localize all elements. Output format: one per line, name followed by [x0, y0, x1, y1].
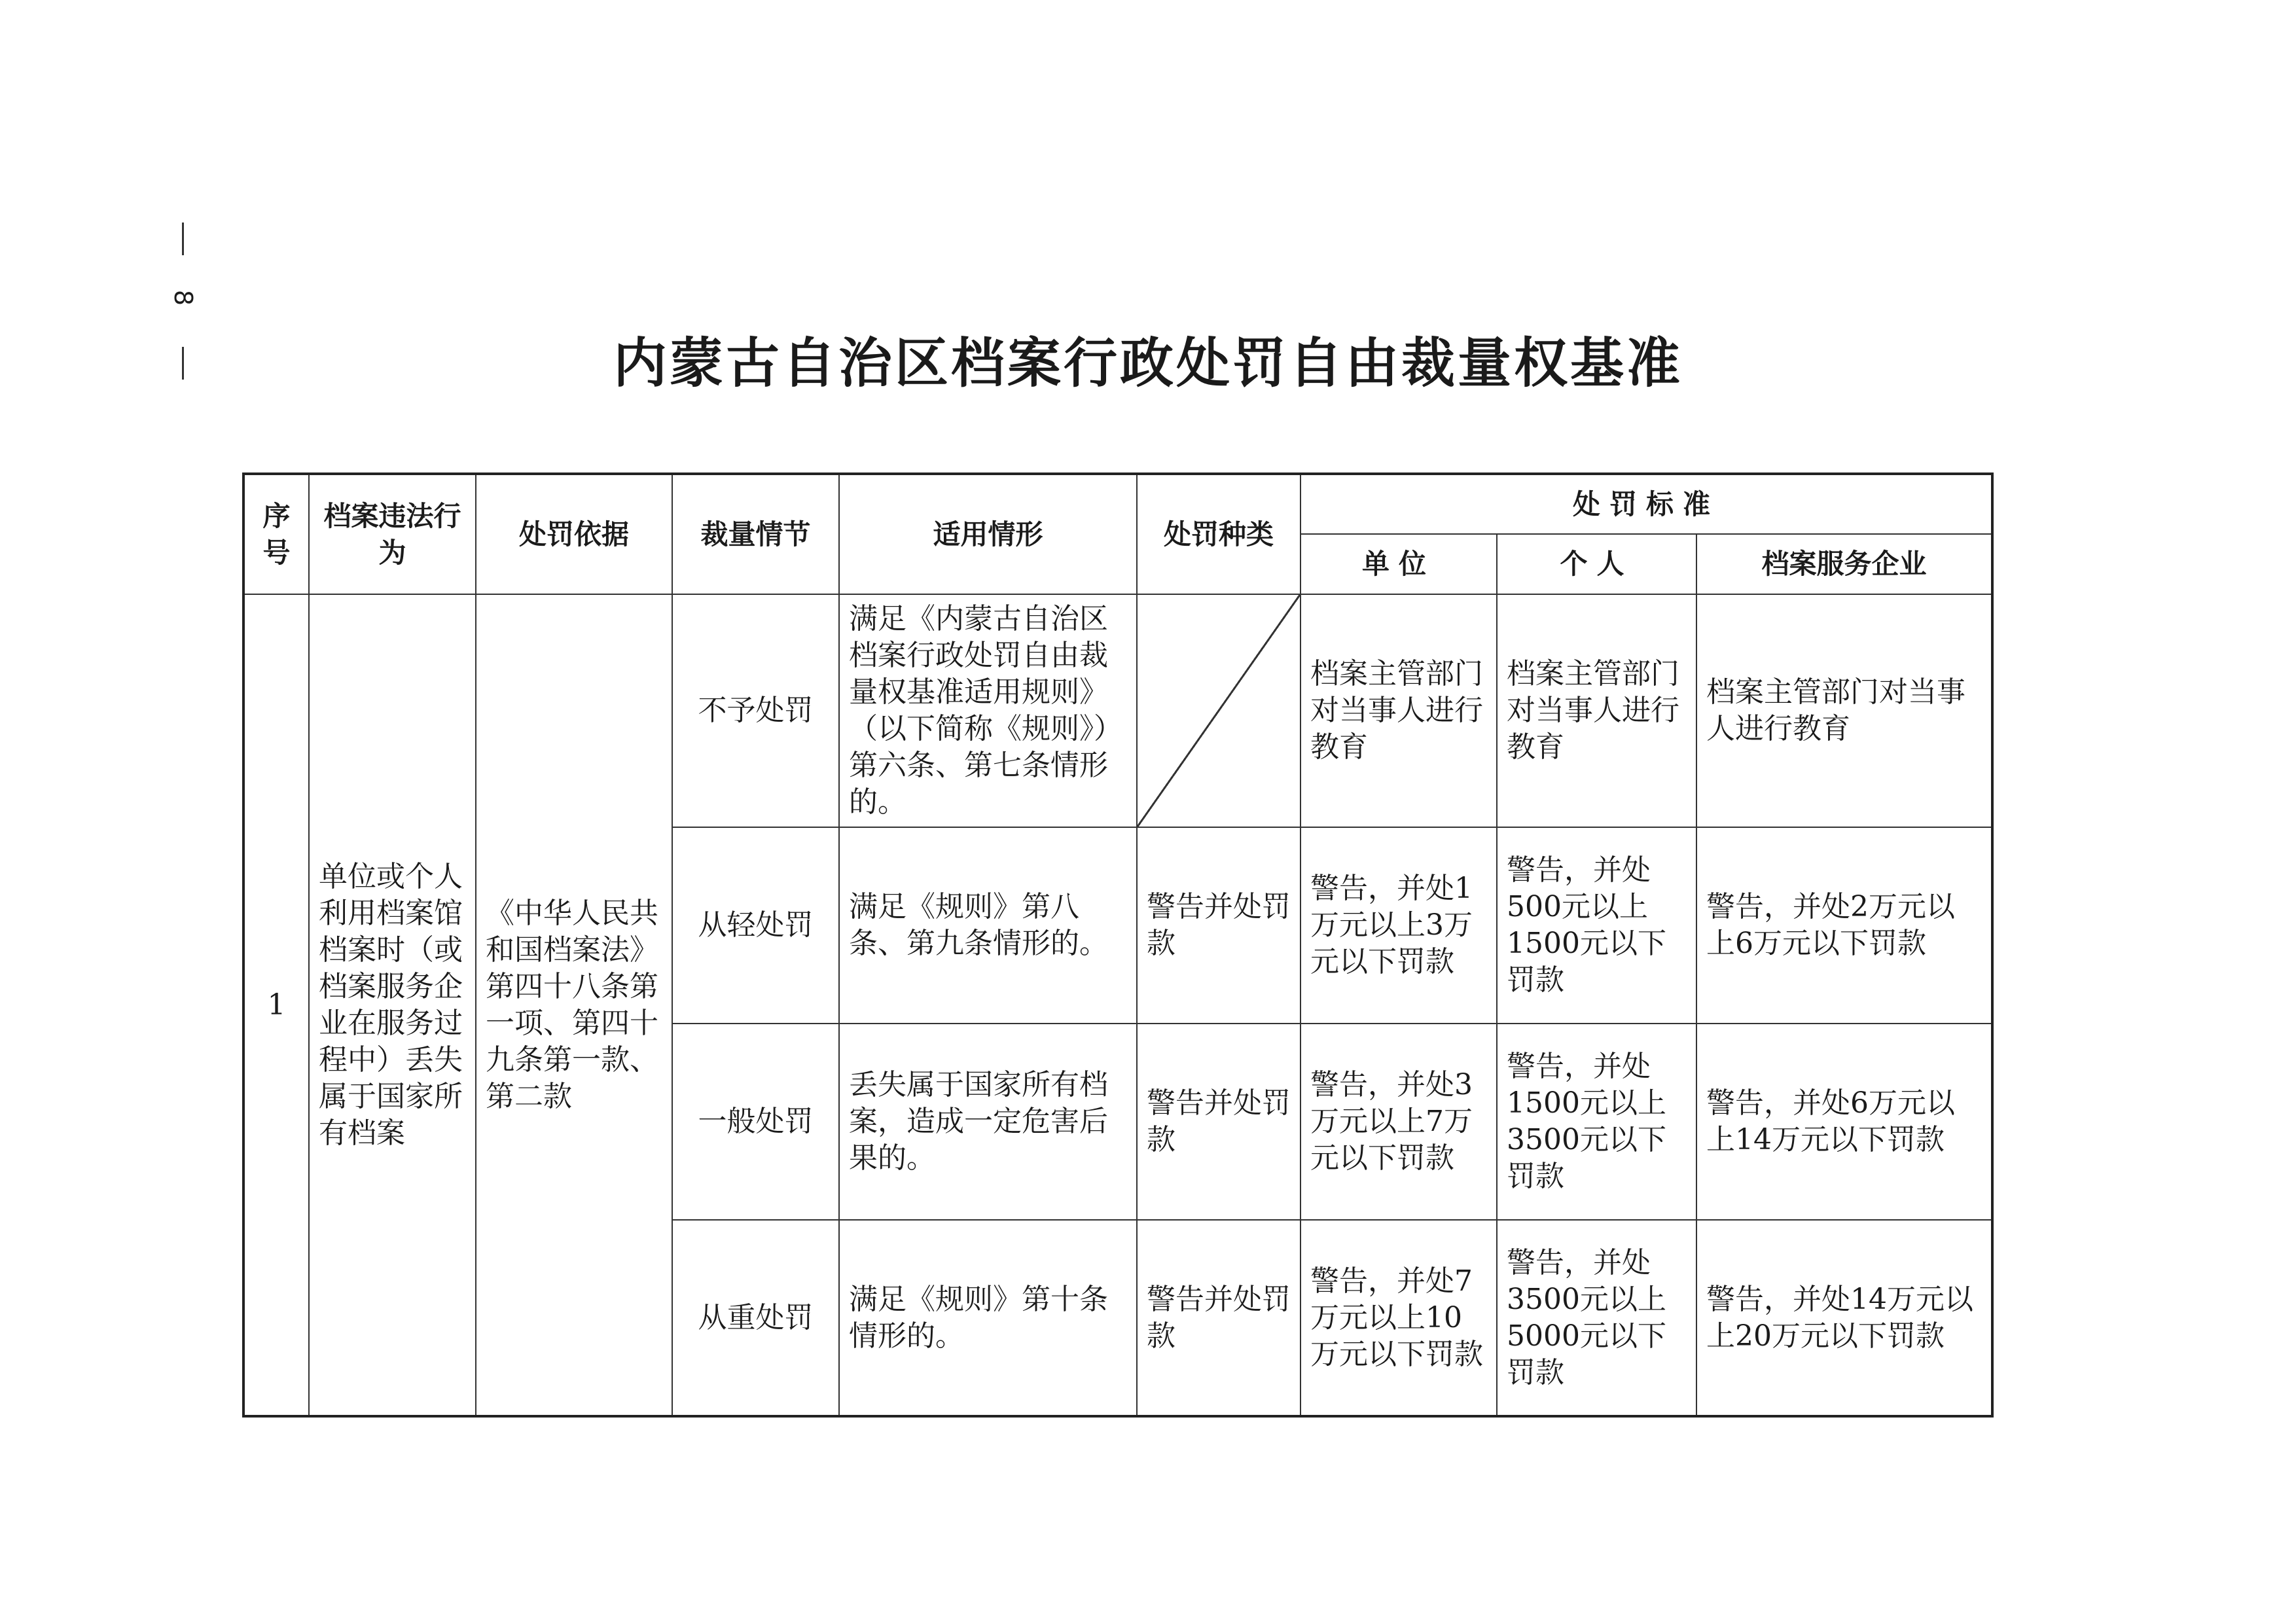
entry-index: 1 [243, 594, 309, 1416]
row-situation: 满足《规则》第八条、第九条情形的。 [839, 827, 1137, 1024]
row-standard-unit: 警告，并处7万元以上10万元以下罚款 [1300, 1220, 1497, 1416]
row-standard-unit: 档案主管部门对当事人进行教育 [1300, 594, 1497, 827]
page-title: 内蒙古自治区档案行政处罚自由裁量权基准 [613, 332, 1683, 395]
header-enterprise: 档案服务企业 [1696, 534, 1992, 594]
table-row [243, 594, 1992, 827]
row-penalty-type: 警告并处罚款 [1137, 1220, 1300, 1416]
row-standard-enterprise: 警告，并处14万元以上20万元以下罚款 [1696, 1220, 1992, 1416]
row-standard-unit: 警告，并处3万元以上7万元以下罚款 [1300, 1024, 1497, 1220]
header-basis: 处罚依据 [476, 474, 672, 594]
row-penalty-type-empty [1137, 594, 1300, 827]
page-number-value: 8 [169, 289, 198, 306]
entry-basis: 《中华人民共和国档案法》第四十八条第一项、第四十九条第一款、第二款 [476, 594, 672, 1416]
row-standard-unit: 警告，并处1万元以上3万元以下罚款 [1300, 827, 1497, 1024]
header-row-primary [243, 474, 1992, 534]
row-penalty-type: 警告并处罚款 [1137, 827, 1300, 1024]
row-circumstance: 一般处罚 [672, 1024, 839, 1220]
row-circumstance: 不予处罚 [672, 594, 839, 827]
row-standard-individual: 警告，并处1500元以上3500元以下罚款 [1497, 1024, 1696, 1220]
entry-violation: 单位或个人利用档案馆档案时（或档案服务企业在服务过程中）丢失属于国家所有档案 [309, 594, 476, 1416]
header-violation: 档案违法行为 [309, 474, 476, 594]
row-situation: 满足《内蒙古自治区档案行政处罚自由裁量权基准适用规则》（以下简称《规则》）第六条、第七条情形的。 [839, 594, 1137, 827]
header-situation: 适用情形 [839, 474, 1137, 594]
row-standard-individual: 警告，并处500元以上1500元以下罚款 [1497, 827, 1696, 1024]
row-penalty-type: 警告并处罚款 [1137, 1024, 1300, 1220]
row-standard-enterprise: 警告，并处6万元以上14万元以下罚款 [1696, 1024, 1992, 1220]
page-number-bar-top [182, 223, 184, 255]
row-circumstance: 从轻处罚 [672, 827, 839, 1024]
header-unit: 单位 [1300, 534, 1497, 594]
row-standard-individual: 档案主管部门对当事人进行教育 [1497, 594, 1696, 827]
header-index: 序号 [243, 474, 309, 594]
header-individual: 个人 [1497, 534, 1696, 594]
row-standard-individual: 警告，并处3500元以上5000元以下罚款 [1497, 1220, 1696, 1416]
row-standard-enterprise: 档案主管部门对当事人进行教育 [1696, 594, 1992, 827]
row-circumstance: 从重处罚 [672, 1220, 839, 1416]
penalty-standard-table [242, 473, 1994, 1418]
header-penalty-type: 处罚种类 [1137, 474, 1300, 594]
header-circumstance: 裁量情节 [672, 474, 839, 594]
row-situation: 丢失属于国家所有档案，造成一定危害后果的。 [839, 1024, 1137, 1220]
row-situation: 满足《规则》第十条情形的。 [839, 1220, 1137, 1416]
row-standard-enterprise: 警告，并处2万元以上6万元以下罚款 [1696, 827, 1992, 1024]
header-standard: 处罚标准 [1300, 474, 1992, 534]
